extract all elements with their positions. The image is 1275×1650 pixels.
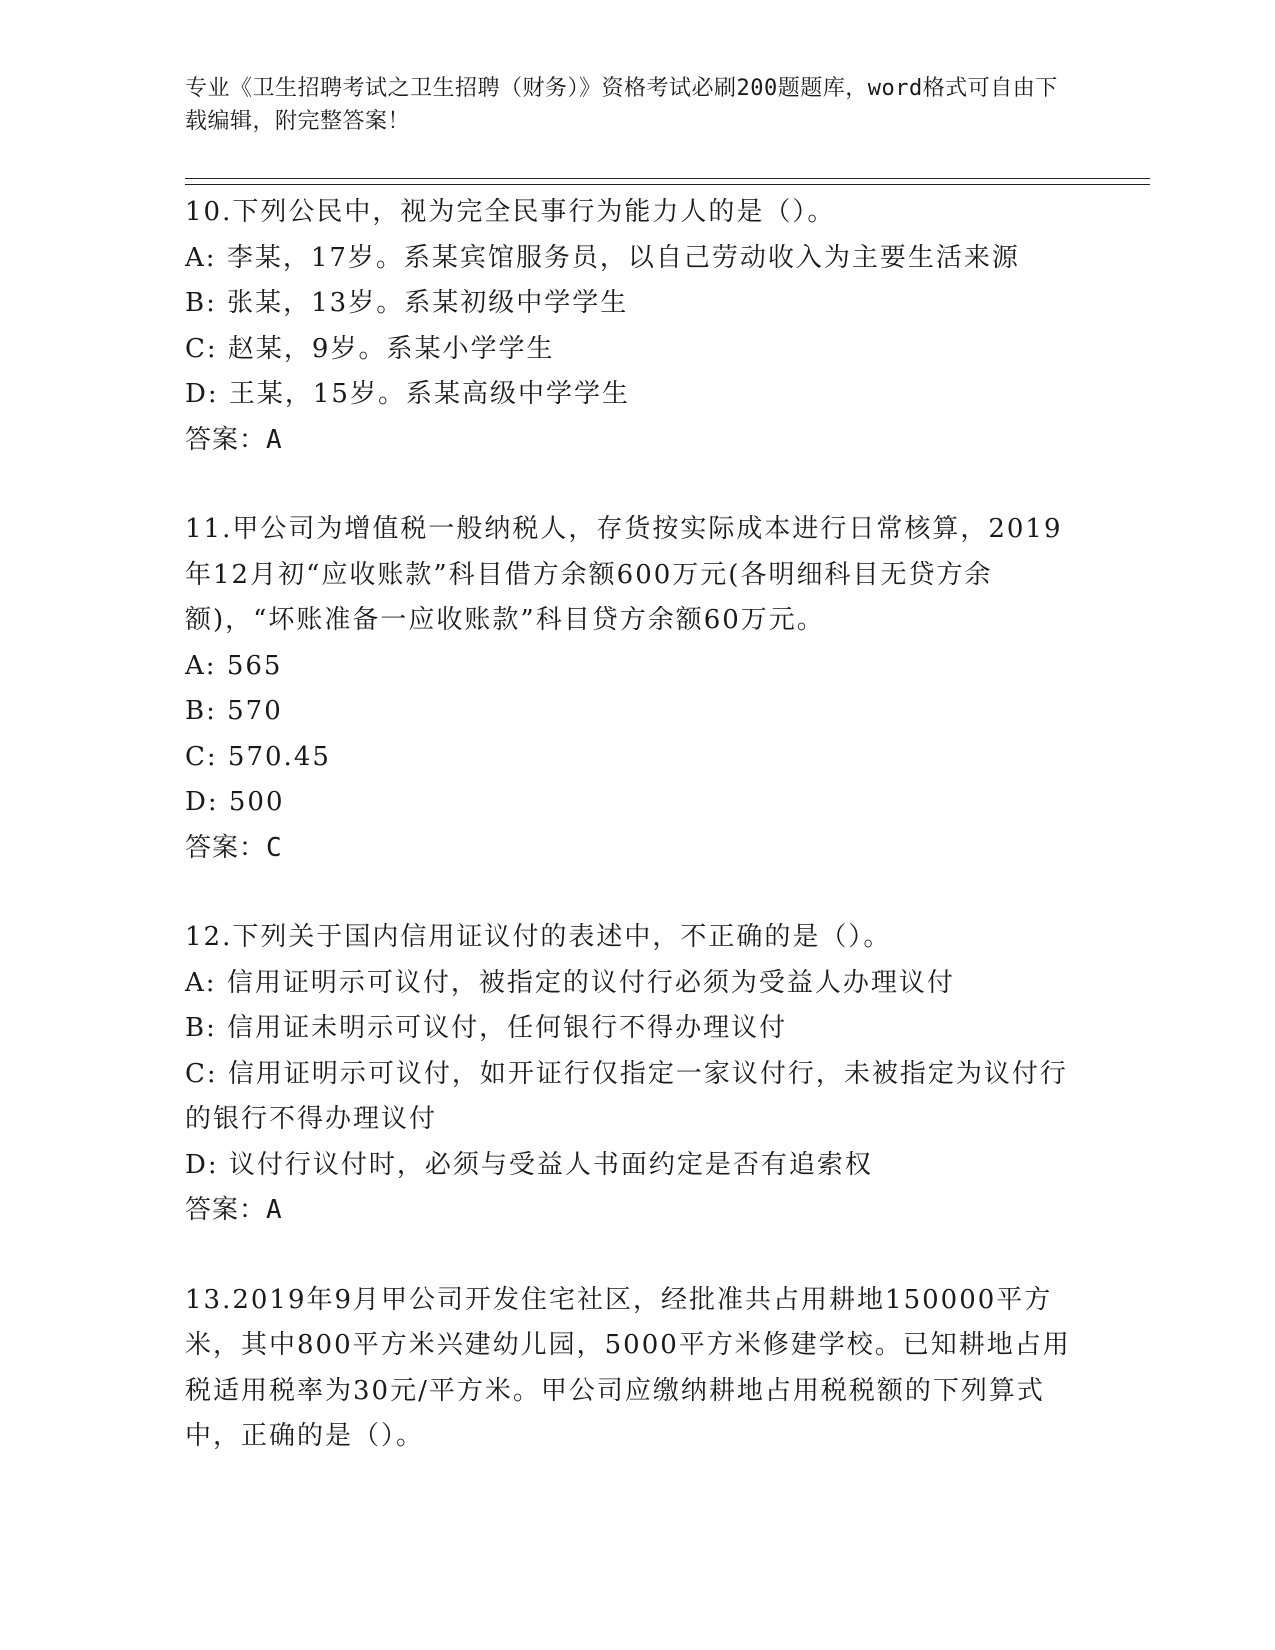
option-a	[185, 236, 1075, 282]
option-text: 信用证未明示可议付，任何银行不得办理议付	[227, 1013, 788, 1043]
question-stem: 13.2019年9月甲公司开发住宅社区，经批准共占用耕地150000平方米，其中800平方米兴建幼儿园，5000平方米修建学校。已知耕地占用税适用税率为30元/平方米。甲公司应缴纳耕地占用税税额的下列算式中，正确的是（）。	[185, 1284, 1071, 1451]
question-list	[185, 190, 1075, 1504]
option-b	[185, 281, 1075, 327]
option-c	[185, 1052, 1075, 1143]
option-text: 议付行议付时，必须与受益人书面约定是否有追索权	[228, 1149, 873, 1180]
option-key: B:	[185, 696, 217, 726]
option-text: 570.45	[227, 741, 331, 772]
option-text: 李某，17岁。系某宾馆服务员，以自己劳动收入为主要生活来源	[226, 242, 1020, 273]
option-key: B:	[185, 288, 217, 318]
option-key: A:	[185, 967, 217, 998]
question-stem: 11.甲公司为增值税一般纳税人，存货按实际成本进行日常核算，2019年12月初“应收账款”科目借方余额600万元(各明细科目无贷方余额)，“坏账准备一应收账款”科目贷方余额60万元。	[185, 514, 1063, 635]
question-11	[185, 507, 1075, 871]
option-key: D:	[185, 379, 219, 409]
option-d	[185, 372, 1075, 418]
option-key: B:	[185, 1013, 217, 1043]
option-text: 500	[228, 787, 285, 817]
question-10	[185, 190, 1075, 463]
option-text: 信用证明示可议付，被指定的议付行必须为受益人办理议付	[226, 967, 955, 998]
option-key: C:	[185, 1058, 218, 1089]
answer-line: 答案：C	[185, 832, 283, 863]
answer-line: 答案：A	[185, 1195, 283, 1225]
question-13	[185, 1278, 1075, 1460]
option-text: 信用证明示可议付，如开证行仅指定一家议付行，未被指定为议付行的银行不得办理议付	[185, 1058, 1068, 1134]
option-text: 570	[227, 696, 283, 726]
question-stem: 10.下列公民中，视为完全民事行为能力人的是（）。	[185, 197, 836, 227]
header-text: 专业《卫生招聘考试之卫生招聘（财务）》资格考试必刷200题题库，word格式可自由下载编辑，附完整答案！	[185, 76, 1058, 134]
option-a	[185, 644, 1075, 690]
question-stem: 12.下列关于国内信用证议付的表述中，不正确的是（）。	[185, 922, 892, 952]
option-b	[185, 689, 1075, 735]
option-c	[185, 327, 1075, 373]
option-a	[185, 961, 1075, 1007]
option-key: C:	[185, 741, 218, 772]
option-text: 赵某，9岁。系某小学学生	[227, 333, 555, 364]
option-text: 张某，13岁。系某初级中学学生	[227, 288, 629, 318]
option-text: 565	[226, 650, 283, 681]
option-key: D:	[185, 1149, 219, 1180]
option-d	[185, 1143, 1075, 1189]
question-12	[185, 915, 1075, 1234]
option-b	[185, 1006, 1075, 1052]
header-divider-top	[185, 178, 1150, 179]
option-key: A:	[185, 650, 217, 681]
answer-line: 答案：A	[185, 424, 283, 455]
option-c	[185, 735, 1075, 781]
option-d	[185, 780, 1075, 826]
option-key: D:	[185, 787, 219, 817]
option-key: C:	[185, 333, 218, 364]
option-key: A:	[185, 242, 217, 273]
header-divider-bottom	[185, 184, 1150, 185]
document-header	[185, 72, 1065, 138]
option-text: 王某，15岁。系某高级中学学生	[228, 379, 630, 409]
